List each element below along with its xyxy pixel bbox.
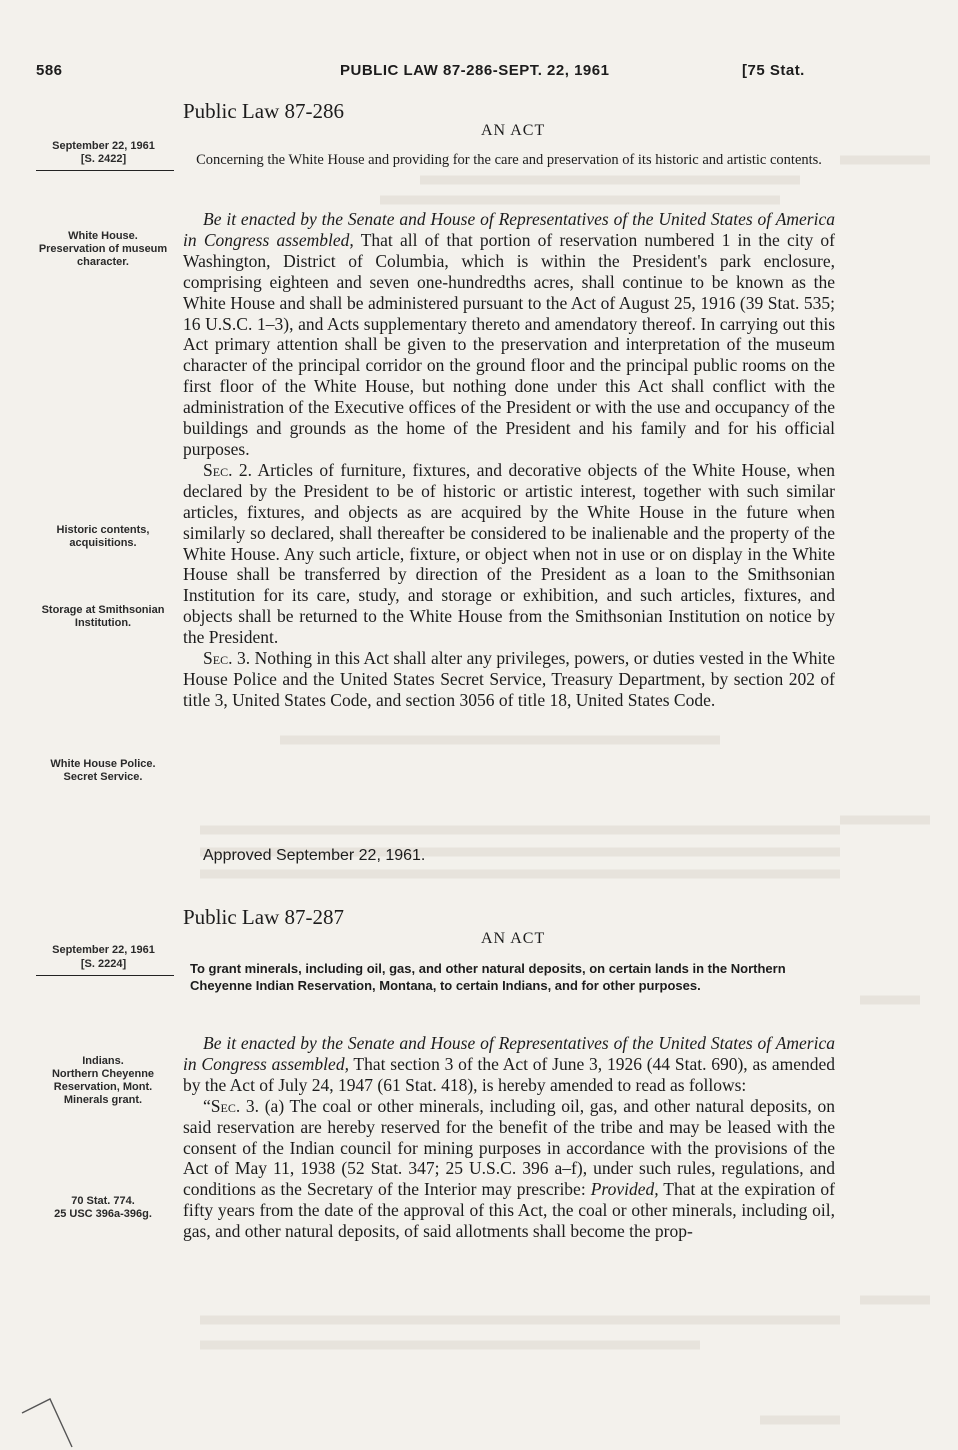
law1-section-3-label: Sec. 3. (203, 648, 251, 669)
law1-section-2 (183, 460, 835, 648)
law1-section-2-text: Articles of furniture, fixtures, and decorative objects of the White House, when declared by the President to be of historic or artistic interest, together with such similar articles, fixtures, and objects as are acquired by the White House in the future when similarly so declared, shall thereafter be considered to be inalienable and the property of the White House. Any such article, fixture, or object when not in use or on display in the White House shall be transferred by direction of the President as a loan to the Smithsonian Institution for its care, study, and storage or exhibition, and such articles, fixtures, and objects shall be returned to the White House from the Smithsonian Institution on notice by the President. (183, 459, 835, 648)
page-curl-mark (20, 1395, 80, 1450)
running-title: PUBLIC LAW 87-286-SEPT. 22, 1961 (340, 62, 610, 79)
law2-date: September 22, 1961 (52, 944, 155, 956)
law1-approved-date: Approved September 22, 1961. (203, 847, 426, 864)
page-number: 586 (36, 62, 63, 79)
law1-section-1-text: That all of that portion of reservation numbered 1 in the city of Washington, District of Columbia, which is within the President's park enclosure, comprising eighteen and seven one-hundredths acres, shall continue to be known as the White House and shall be administered pursuant to the Act of August 25, 1916 (39 Stat. 535; 16 U.S.C. 1–3), and Acts supplementary thereto and amendatory thereof. In carrying out this Act primary attention shall be given to the preservation and interpretation of the museum character of the principal corridor on the ground floor and the principal public rooms on the first floor of the White House, but nothing done under this Act shall conflict with the administration of the Executive offices of the President or with the use and occupancy of the buildings and grounds as the home of the President and his family and for his official purposes. (183, 229, 835, 459)
law1-margin-note-historic: Historic contents, acquisitions. (56, 524, 150, 549)
law2-provided-clause: Provided, (590, 1179, 659, 1200)
law2-date-rule (36, 975, 174, 976)
law2-quoted-section-3 (183, 1096, 835, 1242)
law2-section-1 (183, 1033, 835, 1096)
law1-title: Public Law 87-286 (183, 99, 344, 123)
law2-title: Public Law 87-287 (183, 905, 344, 929)
law2-margin-note-usc: 70 Stat. 774. 25 USC 396a-396g. (54, 1195, 152, 1220)
law1-date: September 22, 1961 (52, 140, 155, 152)
law1-date-rule (36, 170, 174, 171)
law2-body (183, 1033, 835, 1242)
law1-enacting-clause: Be it enacted by the Senate and House of Representatives of the United States of America in Congress assembled, (183, 209, 835, 250)
law2-bill-number: [S. 2224] (80, 958, 127, 970)
law1-section-3-text: Nothing in this Act shall alter any privileges, powers, or duties vested in the White House Police and the United States Secret Service, Treasury Department, by section 202 of title 3, United States Code, and section 3056 of title 18, United States Code. (183, 648, 835, 710)
law1-section-3 (183, 648, 835, 711)
law2-provided-text: That at the expiration of fifty years from the date of the approval of this Act, the coal or other minerals, including oil, gas, and other natural deposits, of said allotments shall become the prop- (183, 1179, 835, 1242)
law2-quoted-section-label: “Sec. 3. (203, 1095, 260, 1116)
law1-body (183, 209, 835, 711)
law2-margin-note-indians: Indians. Northern Cheyenne Reservation, Mont. Minerals grant. (51, 1055, 155, 1106)
law2-enacting-clause: Be it enacted by the Senate and House of Representatives of the United States of America in Congress assembled, (183, 1033, 835, 1074)
law1-margin-note-smithsonian: Storage at Smithsonian Institution. (41, 604, 165, 629)
law1-section-1 (183, 209, 835, 460)
law1-bill-number: [S. 2422] (80, 153, 127, 165)
law1-margin-note-police: White House Police. Secret Service. (50, 758, 156, 783)
law2-section-1-text: That section 3 of the Act of June 3, 1926 (44 Stat. 690), as amended by the Act of July 24, 1947 (61 Stat. 418), is hereby amended to read as follows: (183, 1053, 836, 1095)
law2-quoted-section-text: (a) The coal or other minerals, including oil, gas, and other natural deposits, on said reservation are hereby reserved for the benefit of the tribe and may be leased with the consent of the Indian council for mining purposes in accordance with the provisions of the Act of May 11, 1938 (52 Stat. 347; 25 U.S.C. 396 a–f), under such rules, regulations, and conditions as the Secretary of the Interior may prescribe: (183, 1095, 835, 1200)
law2-caption: To grant minerals, including oil, gas, and other natural deposits, on certain lands in the Northern Cheyenne Indian Reservation, Montana, to certain Indians, and for other purposes. (190, 961, 786, 993)
law1-caption: Concerning the White House and providing for the care and preservation of its historic and artistic contents. (196, 152, 822, 168)
law1-act-heading: AN ACT (481, 122, 546, 139)
law1-section-2-label: Sec. 2. (203, 459, 253, 480)
law1-margin-note-museum: White House. Preservation of museum character. (38, 230, 168, 268)
law2-act-heading: AN ACT (481, 930, 546, 947)
statute-reference: [75 Stat. (742, 62, 805, 79)
